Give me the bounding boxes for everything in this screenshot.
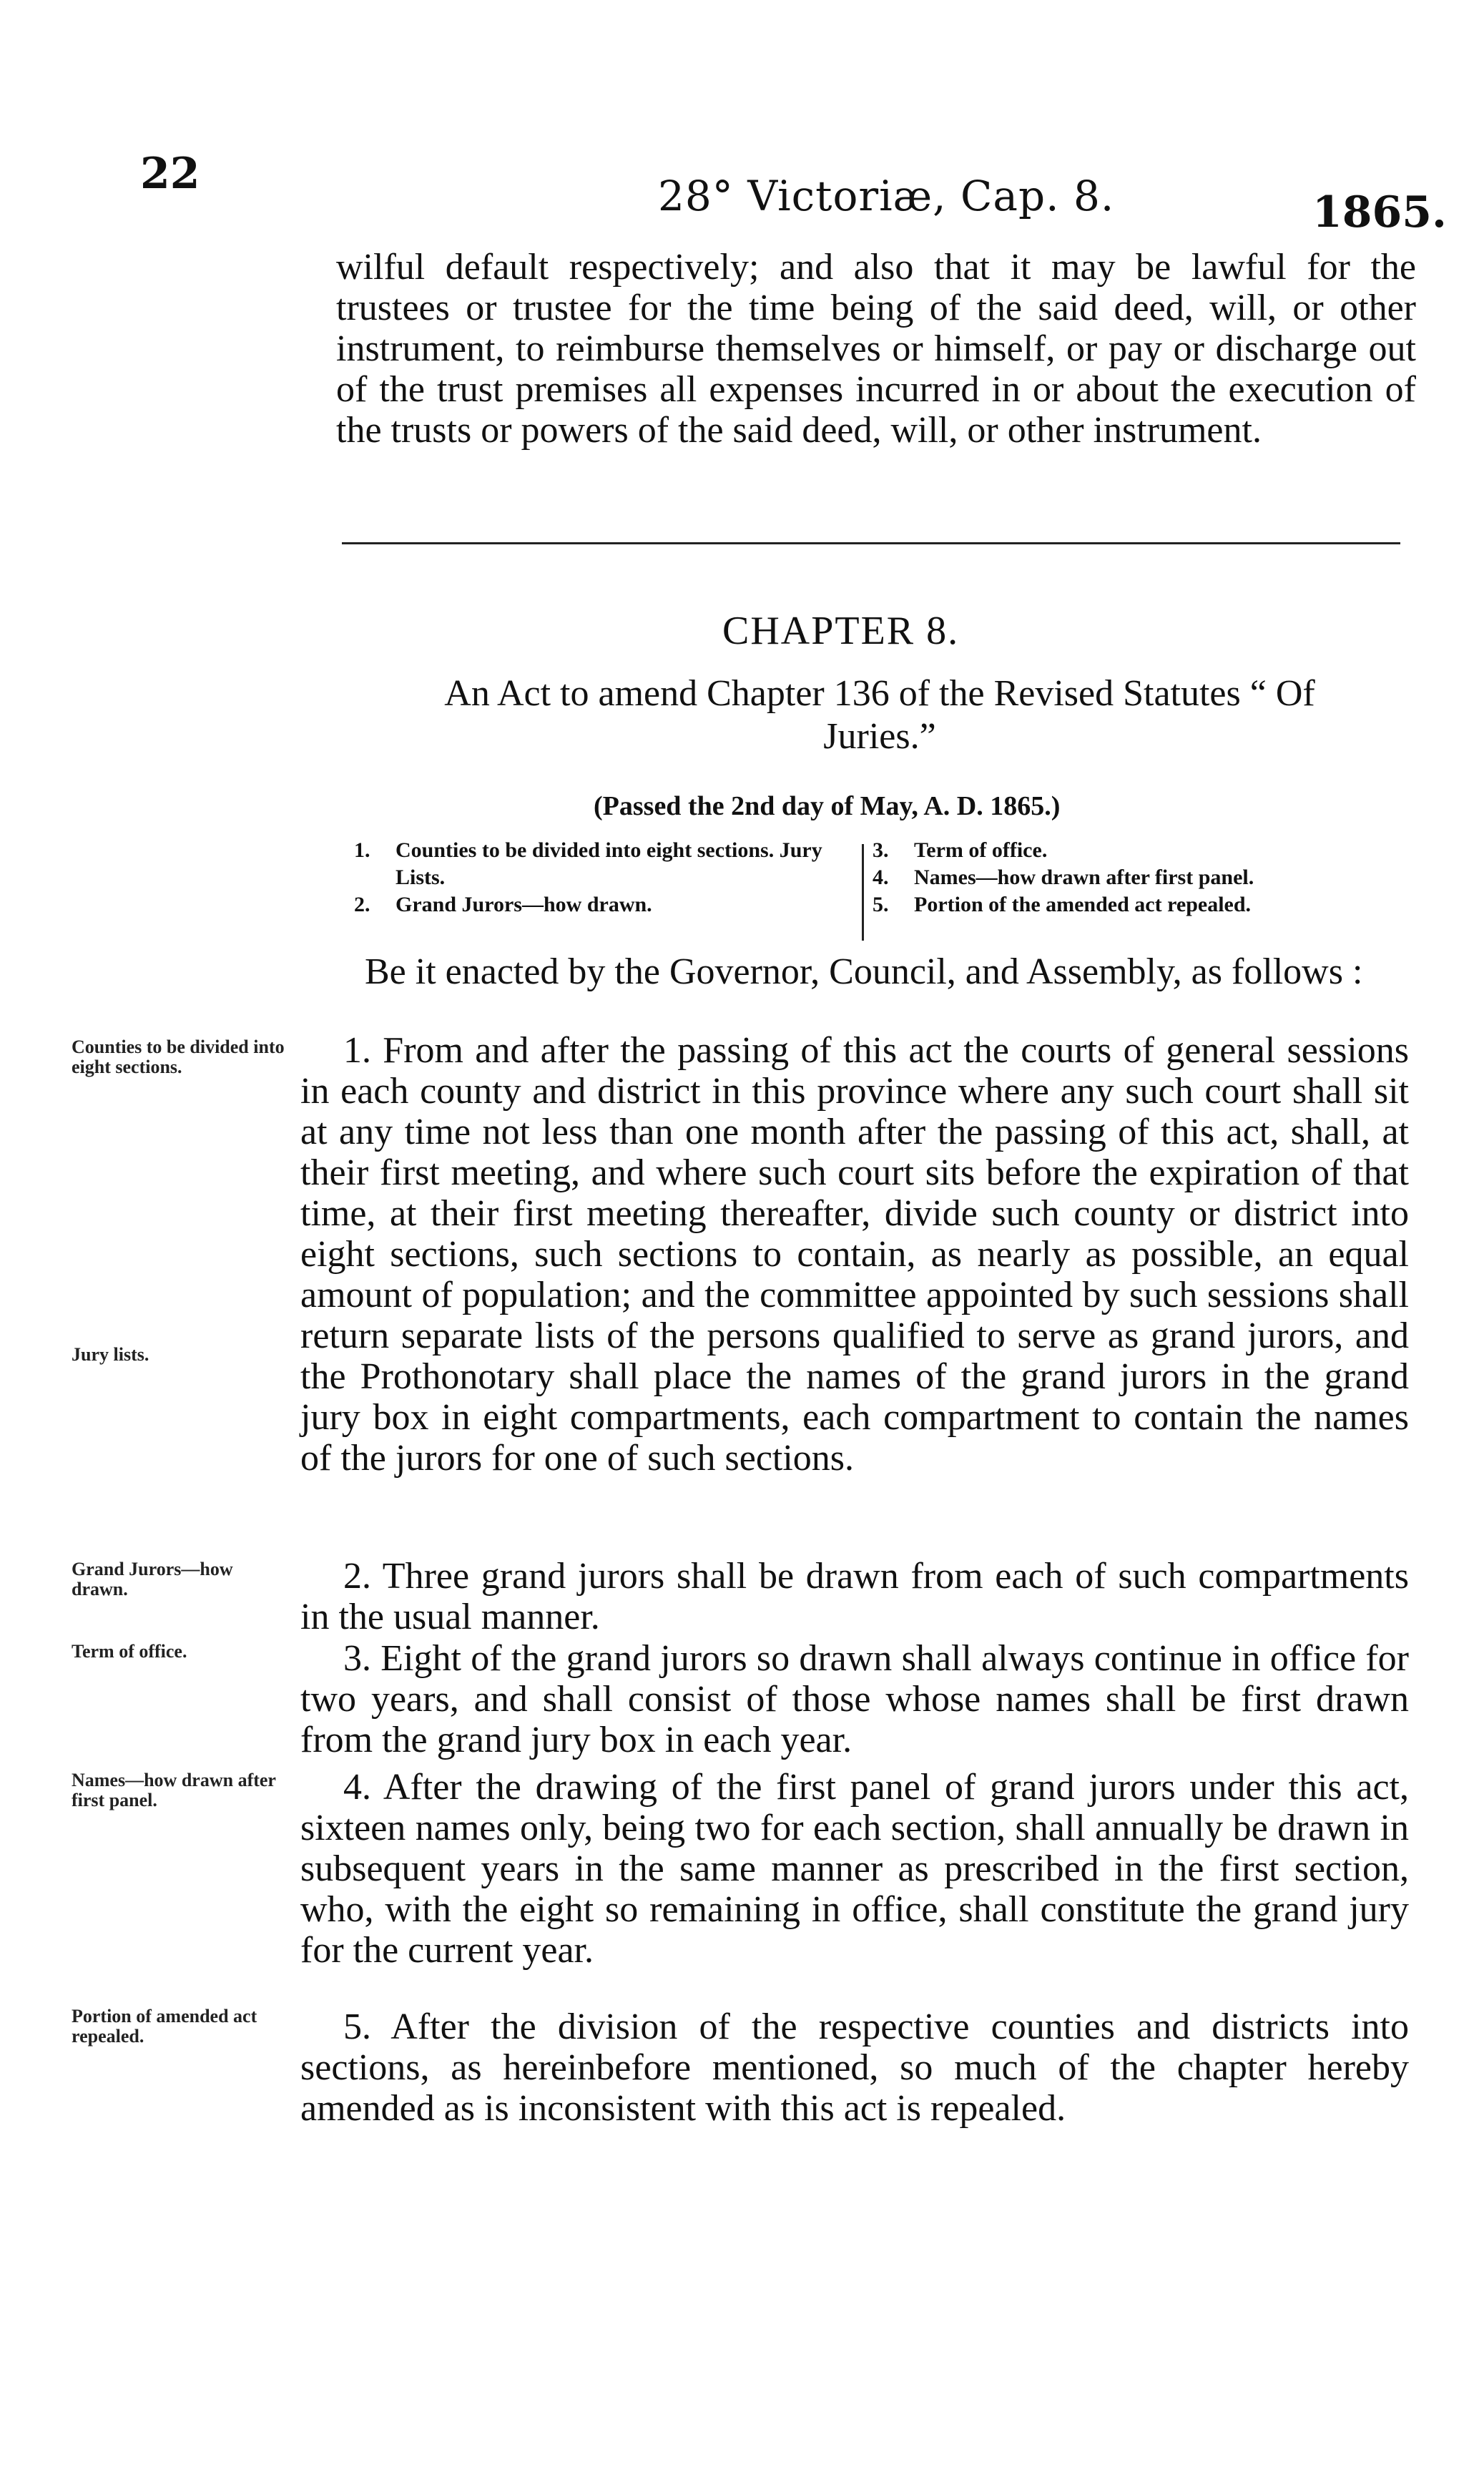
section-1: 1. From and after the passing of this act the courts of general sessions in each county and district in this province where any such court shall sit at any time not less than one month after the passing of this act, shall, at their first meeting, and where such court sits before the expiration of that time, at their first meeting thereafter, divide such county or district into eight sections, such sections to contain, as nearly as possible, an equal amount of population; and the committee appointed by such sessions shall return separate lists of the persons qualified to serve as grand jurors, and the Prothonotary shall place the names of the grand jurors in the grand jury box in eight compartments, each compartment to contain the names of the jurors for one of such sections. (300, 1030, 1409, 1479)
section-3: 3. Eight of the grand jurors so drawn shall always continue in office for two years, and shall consist of those whose names shall be first drawn from the grand jury box in each year. (300, 1638, 1409, 1760)
toc-item-number: 2. (354, 893, 370, 916)
section-5: 5. After the division of the respective counties and districts into sections, as hereinbefore mentioned, so much of the chapter hereby amended as is inconsistent with this act is repealed. (300, 2006, 1409, 2129)
toc-item (873, 891, 1416, 918)
toc-item-number: 3. (873, 838, 889, 862)
toc-right-column (873, 837, 1416, 918)
running-title: 28° Victoriæ, Cap. 8. (658, 172, 1115, 220)
margin-note: Term of office. (72, 1641, 187, 1662)
chapter-heading: CHAPTER 8. (722, 609, 960, 653)
margin-note: Grand Jurors—how drawn. (72, 1559, 233, 1599)
toc-left-column (354, 837, 847, 918)
toc-item (873, 837, 1416, 864)
running-year: 1865. (1312, 187, 1447, 237)
toc-item-number: 1. (354, 838, 370, 862)
page-number: 22 (140, 149, 200, 199)
margin-note: Portion of amended act repealed. (72, 2006, 257, 2047)
toc-item (354, 891, 847, 918)
section-divider-rule (342, 542, 1400, 544)
toc-item-text: Counties to be divided into eight sections. Jury Lists. (395, 838, 822, 889)
act-title: An Act to amend Chapter 136 of the Revised Statutes “ Of Juries.” (444, 673, 1315, 757)
enacting-clause: Be it enacted by the Governor, Council, and Assembly, as follows : (365, 951, 1363, 992)
margin-note: Counties to be divided into eight sections. (72, 1036, 285, 1077)
toc-item-text: Portion of the amended act repealed. (914, 893, 1252, 916)
section-4: 4. After the drawing of the first panel of grand jurors under this act, sixteen names only, being two for each section, shall annually be drawn in subsequent years in the same manner as prescribed in the first section, who, with the eight so remaining in office, shall constitute the grand jury for the current year. (300, 1767, 1409, 1971)
toc-divider (862, 844, 864, 941)
toc-item (354, 837, 847, 891)
toc-item-number: 4. (873, 866, 889, 889)
toc-item-text: Grand Jurors—how drawn. (395, 893, 652, 916)
toc-item (873, 864, 1416, 891)
toc-item-text: Names—how drawn after first panel. (914, 866, 1254, 889)
margin-note: Jury lists. (72, 1344, 149, 1365)
passed-date: (Passed the 2nd day of May, A. D. 1865.) (594, 791, 1061, 821)
section-2: 2. Three grand jurors shall be drawn from each of such compartments in the usual manner. (300, 1556, 1409, 1637)
toc-item-number: 5. (873, 893, 889, 916)
toc-item-text: Term of office. (914, 838, 1048, 862)
continuation-paragraph: wilful default respectively; and also that it may be lawful for the trustees or trustee for the time being of the said deed, will, or other instrument, to reimburse themselves or himself, or pay or discharge out of the trust premises all expenses incurred in or about the execution of the trusts or powers of the said deed, will, or other instrument. (336, 247, 1416, 451)
margin-note: Names—how drawn after first panel. (72, 1770, 276, 1810)
